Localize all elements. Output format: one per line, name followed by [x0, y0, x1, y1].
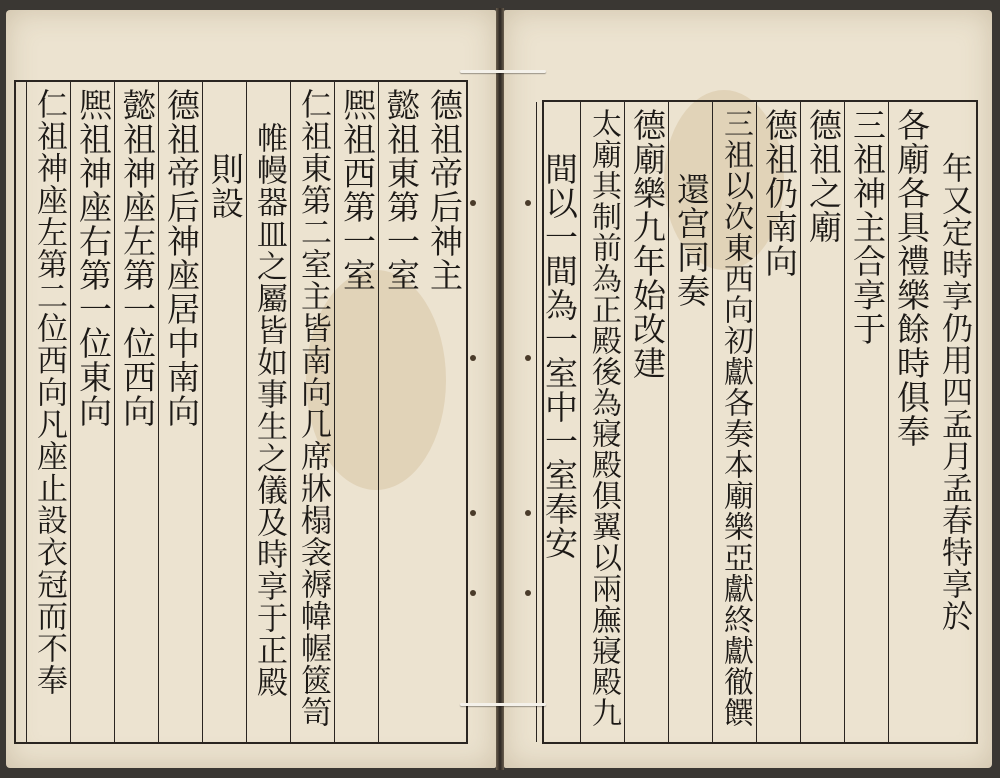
column-text: 三祖神主合享于	[848, 108, 887, 346]
binding-hole	[470, 200, 476, 206]
text-column	[70, 82, 115, 742]
left-text-frame	[14, 80, 468, 744]
column-text: 帷幔器皿之屬皆如事生之儀及時享于正殿	[251, 122, 287, 698]
column-text: 各廟各具禮樂餘時俱奉	[892, 108, 931, 448]
book-gutter	[496, 8, 504, 770]
column-text: 年又定時享仍用四孟月孟春特享於	[936, 152, 972, 632]
column-text: 德祖仍南向	[760, 108, 799, 278]
binding-hole	[525, 355, 531, 361]
binding-hole	[525, 200, 531, 206]
binding-stitch	[460, 703, 546, 706]
text-column	[800, 102, 845, 742]
right-text-frame	[542, 100, 978, 744]
binding-hole	[470, 355, 476, 361]
column-text: 熈祖西第一室	[338, 88, 377, 292]
column-text: 還宫同奏	[672, 172, 711, 308]
text-column	[624, 102, 669, 742]
binding-hole	[525, 510, 531, 516]
column-text: 懿祖神座左第一位西向	[118, 88, 157, 428]
right-page	[504, 10, 992, 768]
column-text: 太廟其制前為正殿後為寢殿俱翼以兩廡寢殿九	[586, 108, 621, 728]
text-column	[536, 102, 581, 742]
text-column	[422, 82, 466, 742]
column-text: 三祖以次東西向初獻各奏本廟樂亞獻終獻徹饌	[718, 108, 753, 728]
text-column	[114, 82, 159, 742]
text-column	[202, 82, 247, 742]
column-text: 德廟樂九年始改建	[628, 108, 667, 380]
text-column	[26, 82, 71, 742]
text-column	[668, 102, 713, 742]
text-column	[158, 82, 203, 742]
text-column	[378, 82, 423, 742]
text-column	[932, 102, 976, 742]
column-text: 德祖帝后神主	[425, 88, 464, 292]
binding-hole	[525, 590, 531, 596]
column-text: 間以一間為一室中一室奉安	[540, 152, 579, 560]
left-page	[6, 10, 496, 768]
column-text: 仁祖東第二室主皆南向几席牀榻衾褥幃幄篋笥	[295, 88, 331, 728]
column-text: 熈祖神座右第一位東向	[74, 88, 113, 428]
column-text: 則設	[206, 152, 245, 220]
binding-hole	[470, 510, 476, 516]
binding-hole	[470, 590, 476, 596]
binding-stitch	[460, 70, 546, 73]
text-column	[844, 102, 889, 742]
text-column	[290, 82, 335, 742]
text-column	[580, 102, 625, 742]
text-column	[712, 102, 757, 742]
text-column	[334, 82, 379, 742]
text-column	[756, 102, 801, 742]
column-text: 德祖之廟	[804, 108, 843, 244]
text-column	[888, 102, 933, 742]
column-text: 懿祖東第一室	[382, 88, 421, 292]
text-column	[246, 82, 291, 742]
column-text: 德祖帝后神座居中南向	[162, 88, 201, 428]
column-text: 仁祖神座左第二位西向凡座止設衣冠而不奉	[31, 88, 67, 696]
